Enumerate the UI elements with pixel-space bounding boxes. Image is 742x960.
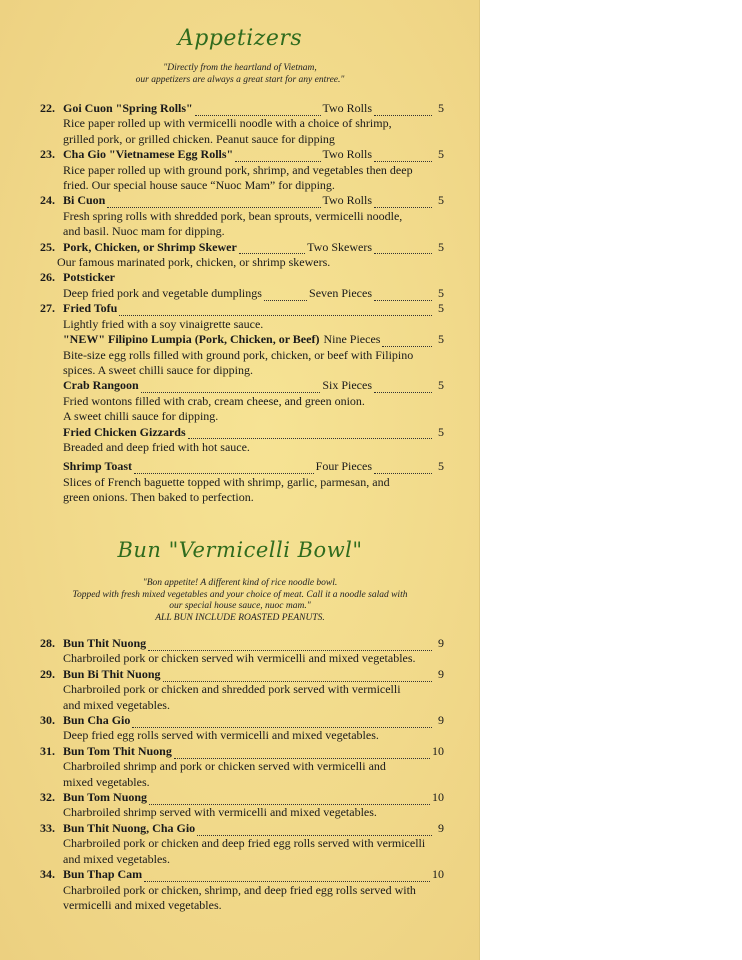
item-price: 9 xyxy=(438,820,444,835)
leader-dots xyxy=(141,383,321,393)
item-description: Charbroiled pork or chicken and deep fried egg rolls served with vermicelli xyxy=(63,836,426,851)
menu-item-line xyxy=(40,636,444,651)
menu-item-line xyxy=(40,193,444,208)
leader-dots xyxy=(149,795,430,805)
item-quantity: Four Pieces xyxy=(315,459,372,474)
leader-dots xyxy=(148,641,432,651)
item-description: Our famous marinated pork, chicken, or shrimp skewers. xyxy=(57,255,331,270)
item-description: Charbroiled pork or chicken served wih vermicelli and mixed vegetables. xyxy=(63,651,416,666)
leader-dots xyxy=(382,337,432,347)
item-name: Pork, Chicken, or Shrimp Skewer xyxy=(63,239,237,254)
leader-dots xyxy=(197,826,432,836)
menu-item-line xyxy=(40,821,444,836)
menu-item-line xyxy=(40,301,444,316)
item-name: Bun Thit Nuong xyxy=(63,636,147,650)
leader-dots xyxy=(374,383,432,393)
menu-item xyxy=(40,636,444,667)
item-price: 5 xyxy=(438,301,444,316)
item-description: spices. A sweet chilli sauce for dipping. xyxy=(63,362,253,377)
item-description: fried. Our special house sauce “Nuoc Mam” for dipping. xyxy=(63,178,335,193)
item-price: 9 xyxy=(438,636,444,650)
menu-item xyxy=(40,286,444,301)
appetizers-intro xyxy=(0,63,480,86)
item-description: Lightly fried with a soy vinaigrette sauce. xyxy=(63,316,264,331)
item-description: Deep fried egg rolls served with vermicelli and mixed vegetables. xyxy=(63,728,379,743)
item-quantity: Two Rolls xyxy=(322,101,372,115)
item-quantity: Nine Pieces xyxy=(323,332,381,347)
item-price: 5 xyxy=(438,147,444,162)
menu-item-line xyxy=(40,240,444,255)
appetizers-heading: Appetizers xyxy=(177,26,303,51)
item-description: and basil. Nuoc mam for dipping. xyxy=(63,224,225,239)
menu-item xyxy=(40,790,444,821)
item-description: vermicelli and mixed vegetables. xyxy=(63,897,222,912)
leader-dots xyxy=(195,106,321,116)
item-name: Goi Cuon "Spring Rolls" xyxy=(63,101,193,115)
menu-item-line xyxy=(40,378,444,393)
item-description: Fried wontons filled with crab, cream cheese, and green onion. xyxy=(63,393,365,408)
item-name: Bun Tom Thit Nuong xyxy=(63,743,172,758)
menu-item-line xyxy=(40,790,444,805)
item-price: 5 xyxy=(438,239,444,254)
leader-dots xyxy=(134,464,314,474)
appetizers-list xyxy=(40,101,444,506)
item-quantity: Seven Pieces xyxy=(309,285,372,300)
menu-item xyxy=(40,455,444,505)
item-number: 33. xyxy=(40,820,55,835)
item-price: 10 xyxy=(432,790,444,805)
intro-line: our appetizers are always a great start for any entree." xyxy=(135,74,345,85)
item-quantity: Two Skewers xyxy=(307,239,372,254)
leader-dots xyxy=(144,872,430,882)
item-name: Bi Cuon xyxy=(63,193,106,208)
item-description: Charbroiled shrimp and pork or chicken served with vermicelli and xyxy=(63,759,386,774)
item-price: 9 xyxy=(438,713,444,728)
leader-dots xyxy=(374,464,432,474)
menu-item xyxy=(40,867,444,913)
menu-item xyxy=(40,270,444,285)
item-number: 22. xyxy=(40,101,55,115)
menu-item xyxy=(40,378,444,424)
menu-item-line xyxy=(40,425,444,440)
item-description: Charbroiled pork or chicken, shrimp, and deep fried egg rolls served with xyxy=(63,882,416,897)
item-description: Fresh spring rolls with shredded pork, bean sprouts, vermicelli noodle, xyxy=(63,208,403,223)
item-number: 27. xyxy=(40,301,55,316)
item-name: Shrimp Toast xyxy=(63,459,133,474)
item-number: 34. xyxy=(40,867,55,882)
menu-item xyxy=(40,821,444,867)
item-name: Bun Cha Gio xyxy=(63,713,131,728)
leader-dots xyxy=(264,291,307,301)
leader-dots xyxy=(119,306,432,316)
leader-dots xyxy=(239,244,305,254)
menu-item-line xyxy=(40,286,444,301)
item-number: 25. xyxy=(40,239,55,254)
menu-item xyxy=(40,301,444,332)
item-description: Rice paper rolled up with ground pork, shrimp, and vegetables then deep xyxy=(63,162,413,177)
item-price: 10 xyxy=(432,743,444,758)
item-name: Bun Bi Thit Nuong xyxy=(63,666,161,681)
menu-item xyxy=(40,332,444,378)
leader-dots xyxy=(132,718,432,728)
item-description: and mixed vegetables. xyxy=(63,697,170,712)
leader-dots xyxy=(374,291,432,301)
leader-dots xyxy=(107,198,320,208)
item-number: 28. xyxy=(40,636,55,650)
item-price: 10 xyxy=(432,867,444,882)
item-number: 24. xyxy=(40,193,55,208)
menu-item xyxy=(40,713,444,744)
item-description: Charbroiled pork or chicken and shredded pork served with vermicelli xyxy=(63,682,401,697)
item-description: green onions. Then baked to perfection. xyxy=(63,490,254,505)
menu-item-line xyxy=(40,101,444,116)
item-name: Fried Chicken Gizzards xyxy=(63,424,186,439)
item-description: grilled pork, or grilled chicken. Peanut sauce for dipping xyxy=(63,131,335,146)
menu-item xyxy=(40,240,444,271)
menu-item-line xyxy=(40,867,444,882)
item-price: 9 xyxy=(438,666,444,681)
item-name: Bun Tom Nuong xyxy=(63,790,148,805)
leader-dots xyxy=(174,749,430,759)
intro-line: ALL BUN INCLUDE ROASTED PEANUTS. xyxy=(155,612,325,623)
item-name: Bun Thap Cam xyxy=(63,867,143,882)
menu-item-line xyxy=(40,744,444,759)
item-price: 5 xyxy=(438,424,444,439)
menu-item-line xyxy=(40,270,444,285)
item-description: A sweet chilli sauce for dipping. xyxy=(63,409,219,424)
item-description: Deep fried pork and vegetable dumplings xyxy=(63,285,262,300)
menu-item-line xyxy=(40,667,444,682)
item-name: Potsticker xyxy=(63,270,115,285)
item-price: 5 xyxy=(438,459,444,474)
item-quantity: Six Pieces xyxy=(322,378,372,393)
bun-intro xyxy=(0,578,480,624)
item-number: 30. xyxy=(40,713,55,728)
item-name: Bun Thit Nuong, Cha Gio xyxy=(63,820,196,835)
menu-item-line xyxy=(40,147,444,162)
bun-list xyxy=(40,636,444,913)
item-description: mixed vegetables. xyxy=(63,774,150,789)
leader-dots xyxy=(374,152,432,162)
menu-item xyxy=(40,101,444,147)
item-number: 32. xyxy=(40,790,55,805)
item-quantity: Two Rolls xyxy=(322,193,372,208)
menu-item xyxy=(40,667,444,713)
menu-item xyxy=(40,147,444,193)
item-price: 5 xyxy=(438,285,444,300)
intro-line: "Bon appetite! A different kind of rice noodle bowl. xyxy=(142,578,338,588)
item-description: and mixed vegetables. xyxy=(63,851,170,866)
menu-item-line xyxy=(40,713,444,728)
menu-item xyxy=(40,425,444,456)
item-name: "NEW" Filipino Lumpia (Pork, Chicken, or Beef) xyxy=(63,332,320,347)
intro-line: Topped with fresh mixed vegetables and your choice of meat. Call it a noodle salad with xyxy=(72,589,408,600)
item-description: Breaded and deep fried with hot sauce. xyxy=(63,439,250,454)
item-name: Fried Tofu xyxy=(63,301,118,316)
item-price: 5 xyxy=(438,332,444,347)
leader-dots xyxy=(374,106,432,116)
bun-heading: Bun "Vermicelli Bowl" xyxy=(117,538,363,562)
menu-item-line xyxy=(40,459,444,474)
item-price: 5 xyxy=(438,193,444,208)
intro-line: "Directly from the heartland of Vietnam, xyxy=(163,63,317,73)
item-quantity: Two Rolls xyxy=(322,147,372,162)
item-number: 29. xyxy=(40,666,55,681)
menu-item-line xyxy=(40,332,444,347)
intro-line: our special house sauce, nuoc mam." xyxy=(169,601,311,611)
item-price: 5 xyxy=(438,101,444,115)
leader-dots xyxy=(188,429,432,439)
item-description: Rice paper rolled up with vermicelli noodle with a choice of shrimp, xyxy=(63,116,392,131)
item-number: 31. xyxy=(40,743,55,758)
menu-item xyxy=(40,193,444,239)
item-number: 26. xyxy=(40,270,55,285)
leader-dots xyxy=(374,198,432,208)
item-name: Crab Rangoon xyxy=(63,378,139,393)
leader-dots xyxy=(374,244,432,254)
menu-item xyxy=(40,744,444,790)
item-name: Cha Gio "Vietnamese Egg Rolls" xyxy=(63,147,234,162)
leader-dots xyxy=(163,672,433,682)
item-description: Charbroiled shrimp served with vermicelli and mixed vegetables. xyxy=(63,805,377,820)
leader-dots xyxy=(235,152,320,162)
item-number: 23. xyxy=(40,147,55,162)
item-description: Bite-size egg rolls filled with ground pork, chicken, or beef with Filipino xyxy=(63,347,414,362)
item-price: 5 xyxy=(438,378,444,393)
item-description: Slices of French baguette topped with shrimp, garlic, parmesan, and xyxy=(63,474,390,489)
